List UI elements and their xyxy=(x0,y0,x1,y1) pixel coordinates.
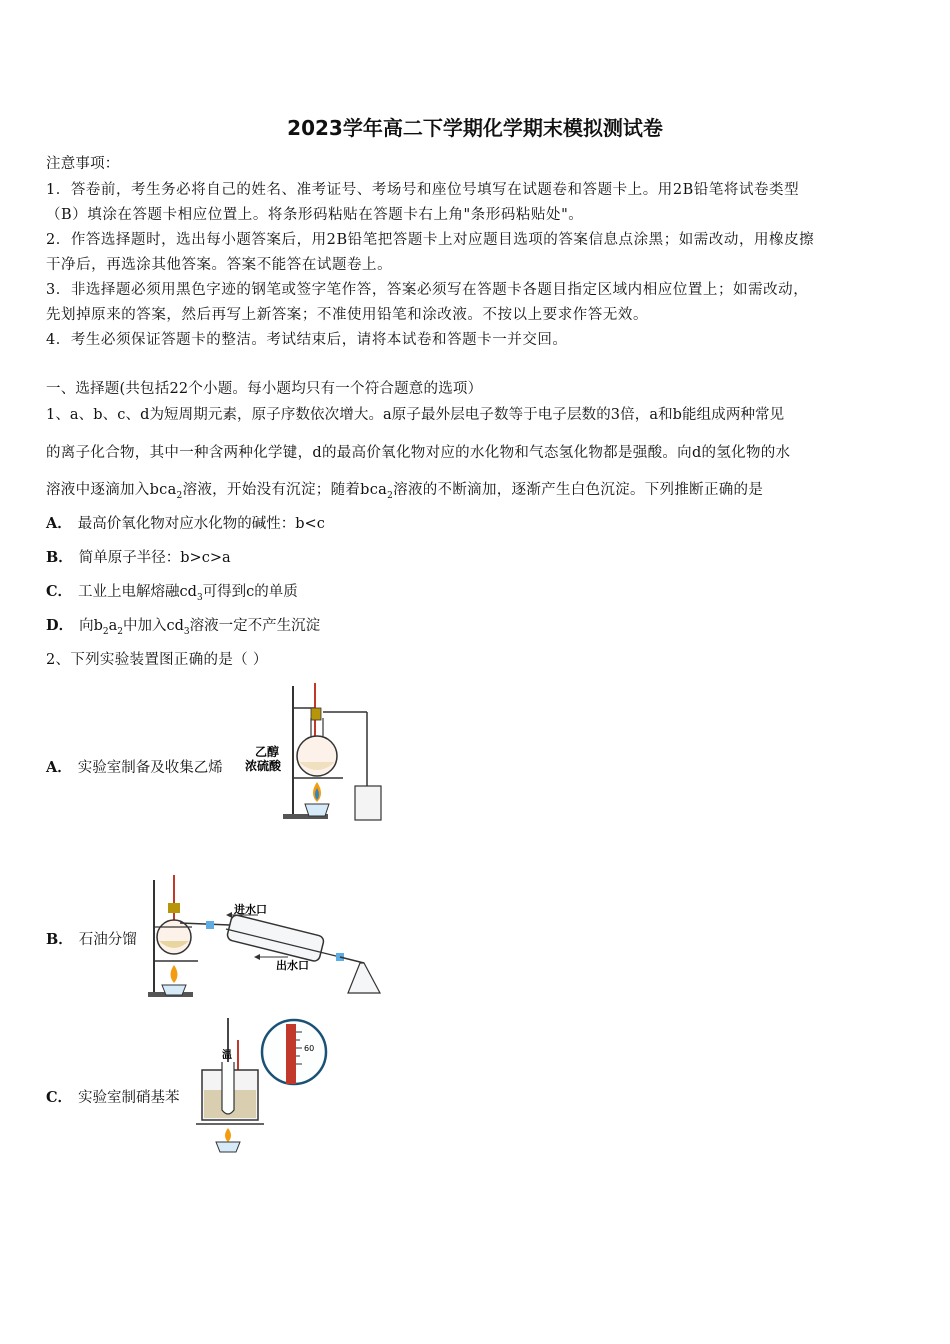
figure-a-label-acid: 浓硫酸 xyxy=(245,759,282,773)
figure-b-outlet-label: 出水口 xyxy=(276,959,309,972)
q1-line-1: 1、a、b、c、d为短周期元素，原子序数依次增大。a原子最外层电子数等于电子层数的3倍，a和b能组成两种常见 xyxy=(46,407,785,423)
figure-a-label-ethanol: 乙醇 xyxy=(255,745,280,759)
figure-c-scale: 60 xyxy=(304,1044,315,1053)
note-line-6: 先划掉原来的答案，然后再写上新答案；不准使用铅笔和涂改液。不按以上要求作答无效。 xyxy=(46,307,648,323)
q1-option-d[interactable]: D． 向$b_2a_2$中加入$cd_3$溶液一定不产生沉淀 xyxy=(46,617,321,637)
q1-option-a[interactable]: A． 最高价氧化物对应水化物的碱性：b<c xyxy=(46,515,325,532)
note-line-2: （B）填涂在答题卡相应位置上。将条形码粘贴在答题卡右上角"条形码粘贴处"。 xyxy=(46,207,584,223)
figure-ethylene-apparatus xyxy=(245,678,390,823)
q2-option-c[interactable]: C． 实验室制硝基苯 xyxy=(46,1089,180,1106)
q2-stem: 2、下列实验装置图正确的是（ ） xyxy=(46,652,268,668)
q2-option-b[interactable]: B． 石油分馏 xyxy=(46,931,137,948)
note-line-4: 干净后，再选涂其他答案。答案不能答在试题卷上。 xyxy=(46,257,393,273)
note-line-1: 1．答卷前，考生务必将自己的姓名、准考证号、考场号和座位号填写在试题卷和答题卡上。用2B铅笔将试卷类型 xyxy=(46,182,800,198)
note-line-5: 3．非选择题必须用黑色字迹的钢笔或签字笔作答，答案必须写在答题卡各题目指定区域内相应位置上；如需改动， xyxy=(46,282,809,298)
figure-distillation-apparatus xyxy=(140,875,385,1000)
page-title: 2023学年高二下学期化学期末模拟测试卷 xyxy=(287,116,663,140)
section-heading: 一、选择题(共包括22个小题。每小题均只有一个符合题意的选项） xyxy=(46,381,483,397)
q2-option-a[interactable]: A． 实验室制备及收集乙烯 xyxy=(46,759,223,776)
figure-c-label: 温 xyxy=(222,1050,232,1061)
notes-heading: 注意事项： xyxy=(46,156,120,172)
figure-b-inlet-label: 进水口 xyxy=(234,903,267,916)
note-line-3: 2．作答选择题时，选出每小题答案后，用2B铅笔把答题卡上对应题目选项的答案信息点涂黑；如需改动，用橡皮擦 xyxy=(46,232,815,248)
figure-nitrobenzene-apparatus xyxy=(192,1018,332,1153)
note-line-7: 4．考生必须保证答题卡的整洁。考试结束后，请将本试卷和答题卡一并交回。 xyxy=(46,332,568,348)
q1-option-c[interactable]: C． 工业上电解熔融$cd_3$可得到c的单质 xyxy=(46,583,298,603)
q1-option-b[interactable]: B． 简单原子半径：b>c>a xyxy=(46,549,231,566)
q1-line-2: 的离子化合物，其中一种含两种化学键，d的最高价氧化物对应的水化物和气态氢化物都是强酸。向d的氢化物的水 xyxy=(46,445,791,461)
q1-line-3: 溶液中逐滴加入bca$_2$溶液，开始没有沉淀；随着bca$_2$溶液的不断滴加，逐渐产生白色沉淀。下列推断正确的是 xyxy=(46,482,764,501)
